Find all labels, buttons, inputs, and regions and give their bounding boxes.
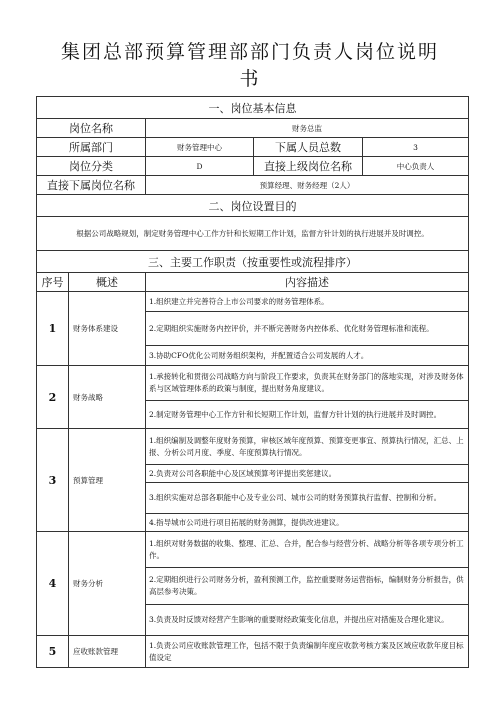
col-seq-header: 序号	[37, 273, 69, 292]
job-description-table	[36, 96, 469, 668]
duty-summary: 财务战略	[69, 366, 146, 429]
subordinates-value: 3	[363, 138, 469, 157]
duty-item: 2.定期组织实施财务内控评价，并不断完善财务内控体系、优化财务管理标准和流程。	[146, 312, 469, 346]
duty-item: 1.承接转化和贯彻公司战略方向与阶段工作要求，负责其在财务部门的落地实现，对涉及财务体系与区域管理体系的政策与制度，提出财务角度建议。	[146, 366, 469, 401]
section3-header: 三、主要工作职责（按重要性或流程排序）	[37, 251, 469, 273]
direct-sub-label: 直接下属岗位名称	[37, 176, 146, 195]
duty-item: 1.组织编制及调整年度财务预算，审核区域年度预算、预算变更事宜、预算执行情况，汇总、上报、分析公司月度、季度、年度预算执行情况。	[146, 429, 469, 465]
direct-sub-value: 预算经理、财务经理（2人）	[146, 176, 469, 195]
duty-summary: 财务分析	[69, 532, 146, 636]
department-label: 所属部门	[37, 138, 146, 157]
duty-item: 1.组织对财务数据的收集、整理、汇总、合并，配合参与经营分析、战略分析等各项专项分析工作。	[146, 532, 469, 568]
duty-number: 2	[37, 366, 69, 429]
section2-header: 二、岗位设置目的	[37, 195, 469, 217]
duty-item: 1.组织建立并完善符合上市公司要求的财务管理体系。	[146, 292, 469, 312]
duty-item: 2.定期组织进行公司财务分析，盈利预测工作，监控重要财务运营指标，编制财务分析报告，供高层参考决策。	[146, 568, 469, 605]
duty-summary: 应收账款管理	[69, 636, 146, 668]
duty-number: 3	[37, 429, 69, 532]
duty-number: 1	[37, 292, 69, 366]
position-name-value: 财务总监	[146, 119, 469, 138]
duty-number: 5	[37, 636, 69, 668]
category-label: 岗位分类	[37, 157, 146, 176]
department-value: 财务管理中心	[146, 138, 254, 157]
duty-item: 2.负责对公司各职能中心及区域预算考评提出奖惩建议。	[146, 465, 469, 483]
section1-header: 一、岗位基本信息	[37, 97, 469, 119]
col-summary-header: 概述	[69, 273, 146, 292]
col-desc-header: 内容描述	[146, 273, 469, 292]
duty-number: 4	[37, 532, 69, 636]
category-value: D	[146, 157, 254, 176]
duty-item: 3.协助CFO优化公司财务组织架构，并配置适合公司发展的人才。	[146, 346, 469, 366]
superior-value: 中心负责人	[363, 157, 469, 176]
doc-title-line2: 书	[239, 68, 261, 90]
duty-summary: 预算管理	[69, 429, 146, 532]
duty-item: 2.制定财务管理中心工作方针和长短期工作计划，监督方针计划的执行进展并及时调控。	[146, 401, 469, 429]
doc-title-line1: 集团总部预算管理部部门负责人岗位说明	[60, 41, 439, 63]
section2-text: 根据公司战略规划，制定财务管理中心工作方针和长短期工作计划，监督方针计划的执行进展并及时调控。	[37, 217, 469, 251]
duty-item: 3.负责及时反馈对经营产生影响的重要财经政策变化信息，并提出应对措施及合理化建议。	[146, 605, 469, 636]
duty-item: 3.组织实施对总部各职能中心及专业公司、城市公司的财务预算执行监督、控制和分析。	[146, 483, 469, 514]
position-name-label: 岗位名称	[37, 119, 146, 138]
duty-item: 4.指导城市公司进行项目拓展的财务测算，提供改进建议。	[146, 514, 469, 532]
duty-summary: 财务体系建设	[69, 292, 146, 366]
duty-item: 1.负责公司应收账款管理工作，包括不限于负责编制年度应收款考核方案及区域应收款年度目标值设定	[146, 636, 469, 668]
superior-label: 直接上级岗位名称	[254, 157, 363, 176]
subordinates-label: 下属人员总数	[254, 138, 363, 157]
